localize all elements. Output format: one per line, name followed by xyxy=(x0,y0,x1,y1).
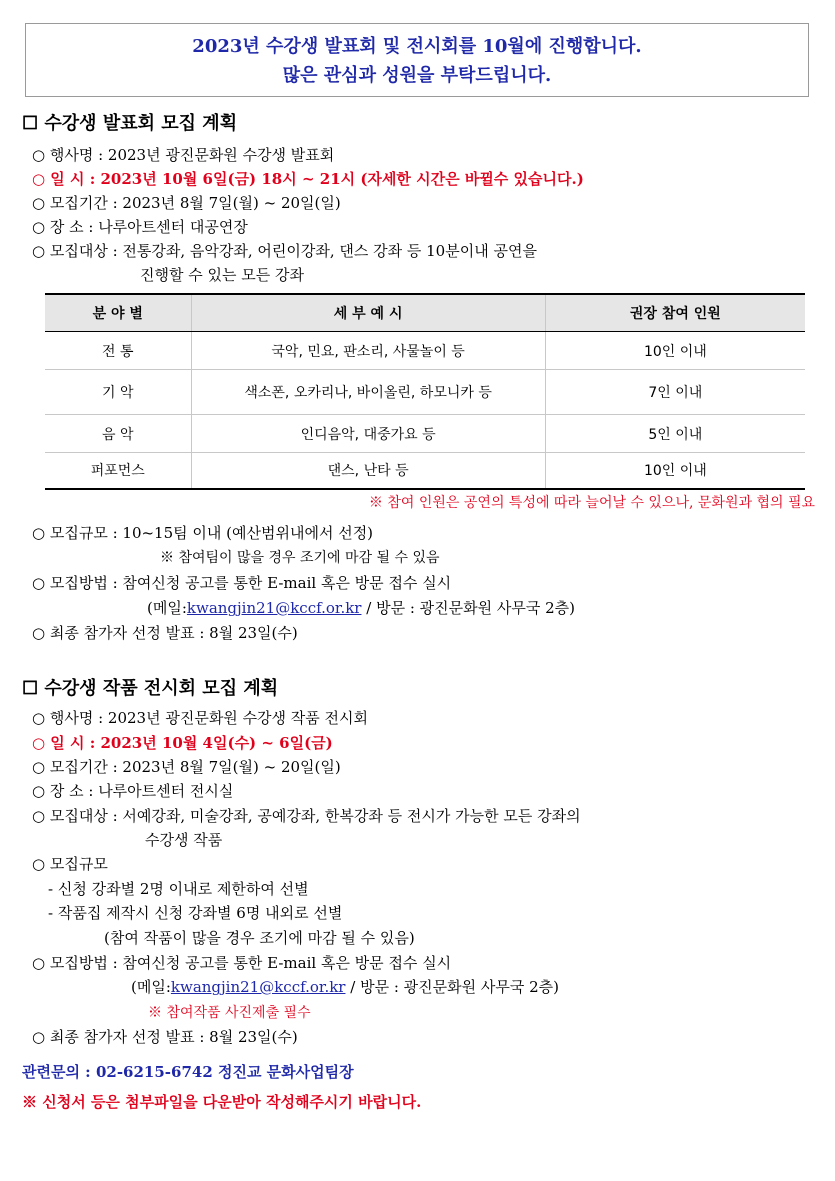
section1-datetime: ○ 일 시 : 2023년 10월 6일(금) 18시 ~ 21시 (자세한 시간은 바뀔수 있습니다.) xyxy=(32,170,584,188)
table-cell-examples: 댄스, 난타 등 xyxy=(191,453,545,489)
section1-title: ☐ 수강생 발표회 모집 계획 xyxy=(22,113,238,134)
contact-info: 관련문의 : 02-6215-6742 정진교 문화사업팀장 xyxy=(22,1063,354,1081)
section2-target: ○ 모집대상 : 서예강좌, 미술강좌, 공예강좌, 한복강좌 등 전시가 가능한 모든 강좌의 xyxy=(32,807,581,825)
email-link[interactable]: kwangjin21@kccf.or.kr xyxy=(186,599,362,617)
table-cell-examples: 국악, 민요, 판소리, 사물놀이 등 xyxy=(191,332,545,370)
section1-place: ○ 장 소 : 나루아트센터 대공연장 xyxy=(32,218,248,236)
section1-period: ○ 모집기간 : 2023년 8월 7일(월) ~ 20일(일) xyxy=(32,194,341,212)
table-cell-field: 기 악 xyxy=(45,370,191,415)
header-line-2: 많은 관심과 성원을 부탁드립니다. xyxy=(282,65,552,86)
table-cell-members: 10인 이내 xyxy=(545,332,805,370)
section2-scale-item-1: - 신청 강좌별 2명 이내로 제한하여 선별 xyxy=(48,880,309,898)
mail-prefix: (메일: xyxy=(147,599,187,617)
section1-announce: ○ 최종 참가자 선정 발표 : 8월 23일(수) xyxy=(32,624,298,642)
table-cell-examples: 색소폰, 오카리나, 바이올린, 하모니카 등 xyxy=(191,370,545,415)
header-notice-box xyxy=(25,23,809,97)
section1-target: ○ 모집대상 : 전통강좌, 음악강좌, 어린이강좌, 댄스 강좌 등 10분이내 공연을 xyxy=(32,242,537,260)
table-cell-members: 7인 이내 xyxy=(545,370,805,415)
table-header-field: 분 야 별 xyxy=(45,294,191,332)
table-cell-field: 음 악 xyxy=(45,415,191,453)
section2-event: ○ 행사명 : 2023년 광진문화원 수강생 작품 전시회 xyxy=(32,709,369,727)
visit-info: / 방문 : 광진문화원 사무국 2층) xyxy=(361,599,575,617)
section2-announce: ○ 최종 참가자 선정 발표 : 8월 23일(수) xyxy=(32,1028,298,1046)
section2-place: ○ 장 소 : 나루아트센터 전시실 xyxy=(32,782,234,800)
table-row xyxy=(45,453,805,489)
section2-scale-note: (참여 작품이 많을 경우 조기에 마감 될 수 있음) xyxy=(104,929,415,947)
section2-photo-note: ※ 참여작품 사진제출 필수 xyxy=(148,1005,311,1021)
section2-scale-item-2: - 작품집 제작시 신청 강좌별 6명 내외로 선별 xyxy=(48,904,343,922)
section1-method: ○ 모집방법 : 참여신청 공고를 통한 E-mail 혹은 방문 접수 실시 xyxy=(32,574,452,592)
table-header-examples: 세 부 예 시 xyxy=(191,294,545,332)
table-cell-examples: 인디음악, 대중가요 등 xyxy=(191,415,545,453)
email-link[interactable]: kwangjin21@kccf.or.kr xyxy=(170,978,346,996)
section1-scale-note: ※ 참여팀이 많을 경우 조기에 마감 될 수 있음 xyxy=(160,550,440,566)
visit-info: / 방문 : 광진문화원 사무국 2층) xyxy=(345,978,559,996)
section1-method-detail xyxy=(147,598,575,618)
mail-prefix: (메일: xyxy=(131,978,171,996)
section1-event: ○ 행사명 : 2023년 광진문화원 수강생 발표회 xyxy=(32,146,335,164)
section2-method: ○ 모집방법 : 참여신청 공고를 통한 E-mail 혹은 방문 접수 실시 xyxy=(32,954,452,972)
table-header-row xyxy=(45,294,805,332)
section2-datetime: ○ 일 시 : 2023년 10월 4일(수) ~ 6일(금) xyxy=(32,734,333,752)
table-cell-field: 전 통 xyxy=(45,332,191,370)
table-cell-field: 퍼포먼스 xyxy=(45,453,191,489)
section2-scale: ○ 모집규모 xyxy=(32,855,108,873)
section2-period: ○ 모집기간 : 2023년 8월 7일(월) ~ 20일(일) xyxy=(32,758,341,776)
table-row xyxy=(45,332,805,370)
table-row xyxy=(45,370,805,415)
attachment-notice: ※ 신청서 등은 첨부파일을 다운받아 작성해주시기 바랍니다. xyxy=(22,1093,422,1111)
table-note: ※ 참여 인원은 공연의 특성에 따라 늘어날 수 있으나, 문화원과 협의 필요 xyxy=(368,495,815,511)
section1-scale: ○ 모집규모 : 10~15팀 이내 (예산범위내에서 선정) xyxy=(32,524,374,542)
table-cell-members: 5인 이내 xyxy=(545,415,805,453)
section2-target-cont: 수강생 작품 xyxy=(145,831,223,849)
performance-category-table xyxy=(45,293,805,490)
section1-target-cont: 진행할 수 있는 모든 강좌 xyxy=(140,266,304,284)
section2-title: ☐ 수강생 작품 전시회 모집 계획 xyxy=(22,678,279,699)
table-cell-members: 10인 이내 xyxy=(545,453,805,489)
header-line-1: 2023년 수강생 발표회 및 전시회를 10월에 진행합니다. xyxy=(192,36,642,57)
table-header-members: 권장 참여 인원 xyxy=(545,294,805,332)
section2-method-detail xyxy=(131,977,559,997)
table-row xyxy=(45,415,805,453)
